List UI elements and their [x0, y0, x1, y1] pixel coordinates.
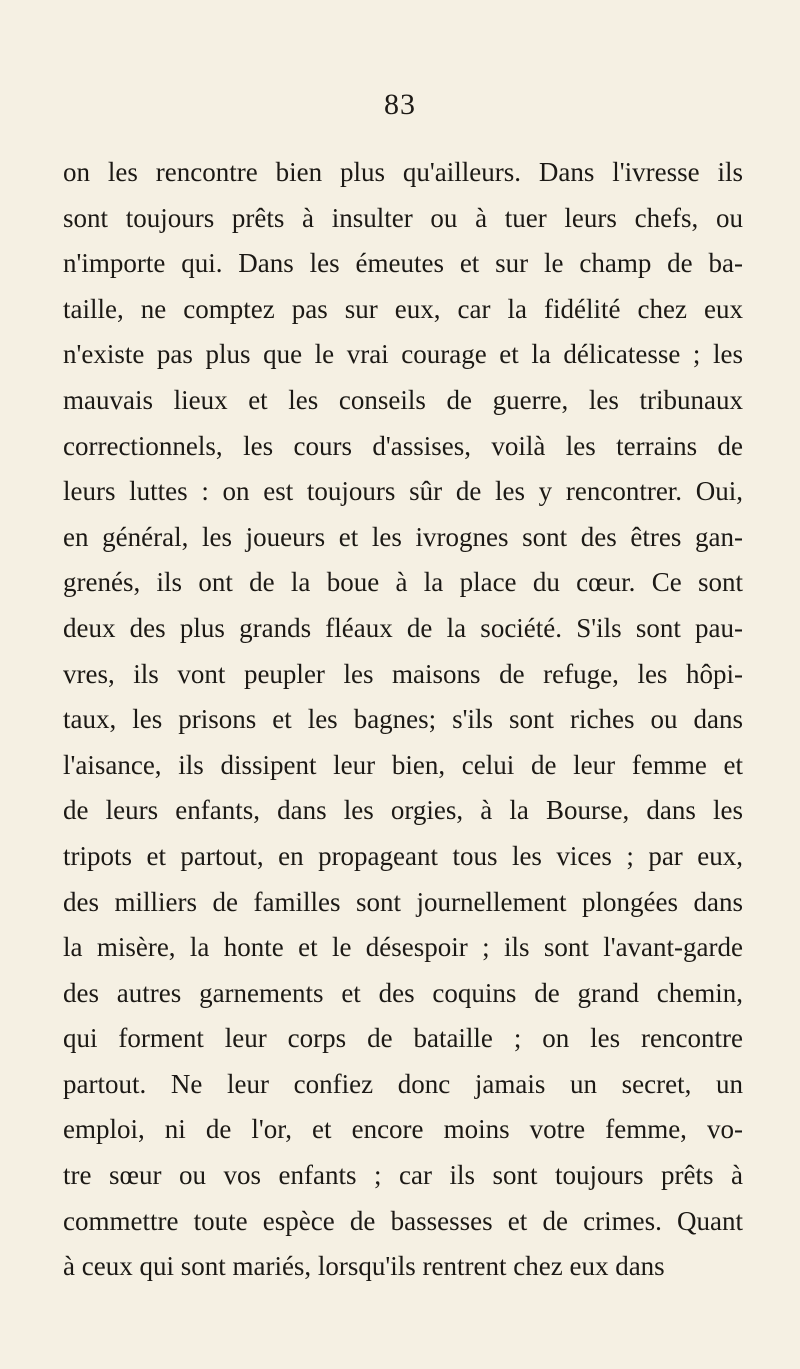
- text-line: de leurs enfants, dans les orgies, à la Bourse, dans les: [63, 795, 743, 826]
- text-line: tre sœur ou vos enfants ; car ils sont toujours prêts à: [63, 1160, 743, 1191]
- text-line: en général, les joueurs et les ivrognes sont des êtres gan-: [63, 521, 743, 552]
- body-text: [63, 150, 743, 1290]
- text-line: sont toujours prêts à insulter ou à tuer leurs chefs, ou: [63, 202, 743, 233]
- text-line: taille, ne comptez pas sur eux, car la fidélité chez eux: [63, 293, 743, 324]
- text-line: qui forment leur corps de bataille ; on les rencontre: [63, 1023, 743, 1054]
- text-line: vres, ils vont peupler les maisons de refuge, les hôpi-: [63, 658, 743, 689]
- text-line: taux, les prisons et les bagnes; s'ils sont riches ou dans: [63, 704, 743, 735]
- text-line: emploi, ni de l'or, et encore moins votre femme, vo-: [63, 1114, 743, 1145]
- text-line: des autres garnements et des coquins de grand chemin,: [63, 977, 743, 1008]
- text-line: leurs luttes : on est toujours sûr de les y rencontrer. Oui,: [63, 476, 743, 507]
- page-number: 83: [384, 88, 416, 121]
- text-line: la misère, la honte et le désespoir ; ils sont l'avant-garde: [63, 932, 743, 963]
- text-line: n'existe pas plus que le vrai courage et la délicatesse ; les: [63, 339, 743, 370]
- text-line: correctionnels, les cours d'assises, voilà les terrains de: [63, 430, 743, 461]
- text-line: partout. Ne leur confiez donc jamais un secret, un: [63, 1068, 743, 1099]
- text-line: on les rencontre bien plus qu'ailleurs. Dans l'ivresse ils: [63, 157, 743, 187]
- text-line: à ceux qui sont mariés, lorsqu'ils rentrent chez eux dans: [63, 1251, 665, 1282]
- text-line: des milliers de familles sont journellement plongées dans: [63, 886, 743, 917]
- text-line: deux des plus grands fléaux de la société. S'ils sont pau-: [63, 612, 743, 643]
- text-line: mauvais lieux et les conseils de guerre, les tribunaux: [63, 384, 743, 415]
- text-line: tripots et partout, en propageant tous les vices ; par eux,: [63, 840, 743, 871]
- text-line: l'aisance, ils dissipent leur bien, celui de leur femme et: [63, 749, 743, 780]
- text-line: n'importe qui. Dans les émeutes et sur le champ de ba-: [63, 248, 743, 279]
- text-line: commettre toute espèce de bassesses et de crimes. Quant: [63, 1205, 743, 1236]
- text-line: grenés, ils ont de la boue à la place du cœur. Ce sont: [63, 567, 743, 598]
